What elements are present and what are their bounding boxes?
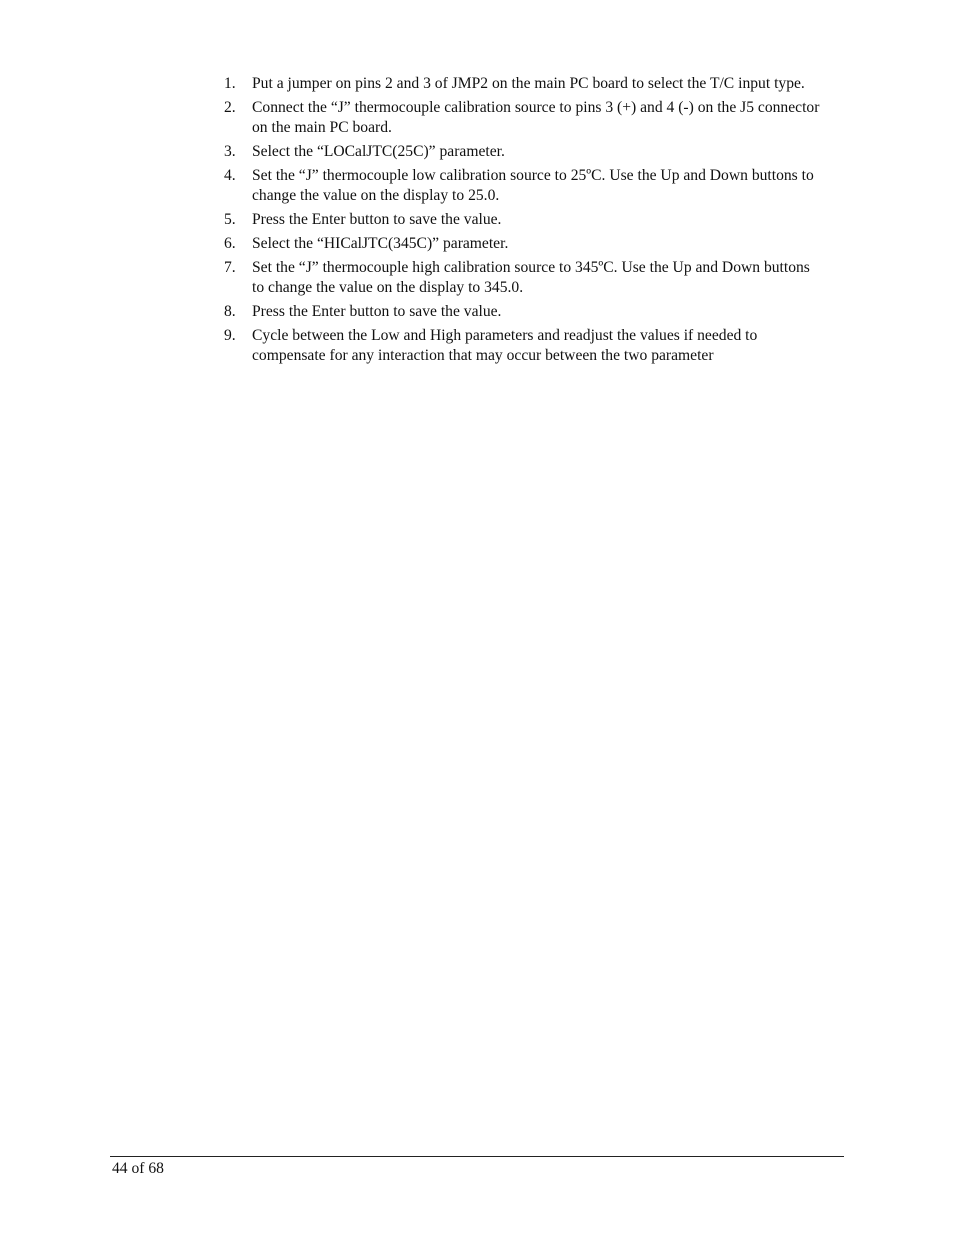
- step-text: Connect the “J” thermocouple calibration source to pins 3 (+) and 4 (-) on the J5 connector on the main PC board.: [252, 99, 820, 136]
- step-item: [224, 234, 824, 254]
- step-text: Put a jumper on pins 2 and 3 of JMP2 on the main PC board to select the T/C input type.: [252, 75, 805, 92]
- step-number: 5.: [224, 211, 236, 228]
- step-text: Set the “J” thermocouple low calibration source to 25ºC. Use the Up and Down buttons to change the value on the display to 25.0.: [252, 167, 814, 204]
- step-number: 8.: [224, 303, 236, 320]
- page-number: 44 of 68: [112, 1160, 164, 1177]
- step-text: Select the “LOCalJTC(25C)” parameter.: [252, 143, 505, 160]
- step-item: [224, 74, 824, 94]
- step-item: [224, 98, 824, 138]
- step-item: [224, 258, 824, 298]
- step-number: 9.: [224, 327, 236, 344]
- step-item: [224, 326, 824, 366]
- step-number: 3.: [224, 143, 236, 160]
- step-number: 2.: [224, 99, 236, 116]
- step-number: 1.: [224, 75, 236, 92]
- step-item: [224, 210, 824, 230]
- step-item: [224, 302, 824, 322]
- step-text: Set the “J” thermocouple high calibration source to 345ºC. Use the Up and Down buttons to change the value on the display to 345.0.: [252, 259, 810, 296]
- step-number: 7.: [224, 259, 236, 276]
- step-text: Press the Enter button to save the value.: [252, 211, 502, 228]
- step-text: Cycle between the Low and High parameters and readjust the values if needed to compensate for any interaction that may occur between the two parameter: [252, 327, 758, 364]
- step-number: 4.: [224, 167, 236, 184]
- step-number: 6.: [224, 235, 236, 252]
- step-text: Press the Enter button to save the value.: [252, 303, 502, 320]
- step-text: Select the “HICalJTC(345C)” parameter.: [252, 235, 509, 252]
- footer-divider: [110, 1156, 844, 1157]
- step-item: [224, 142, 824, 162]
- step-item: [224, 166, 824, 206]
- calibration-steps-list: [224, 74, 824, 370]
